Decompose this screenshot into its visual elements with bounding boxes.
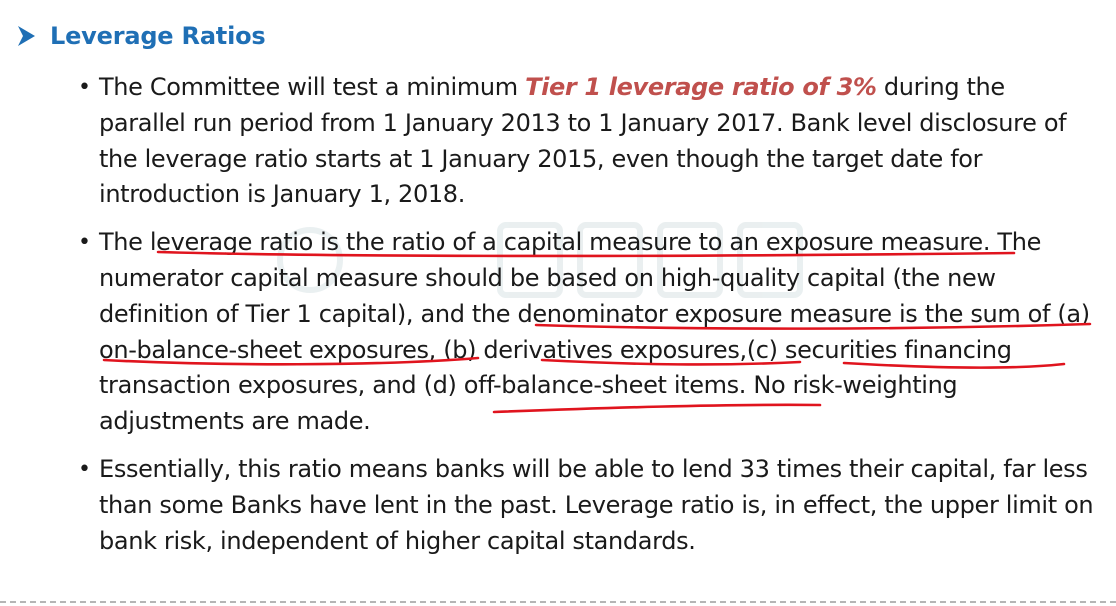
bullet-item-1: [76, 70, 1096, 213]
bullet-3-text: Essentially, this ratio means banks will be able to lend 33 times their capital, far less than some Banks have lent in the past. Leverage ratio is, in effect, the upper limit on bank risk, independent of higher capital standards.: [99, 454, 1094, 555]
heading-title: Leverage Ratios: [50, 22, 266, 50]
bullet-item-2: [76, 225, 1096, 440]
bullet-dot: •: [78, 456, 91, 482]
bullet-1-highlight: Tier 1 leverage ratio of 3%: [525, 73, 877, 101]
bottom-divider: [0, 601, 1116, 603]
bullet-2-text: The leverage ratio is the ratio of a capital measure to an exposure measure. The numerator capital measure should be based on high-quality capital (the new definition of Tier 1 capital), and the denominator exposure measure is the sum of (a) on-balance-sheet exposures, (b) derivatives exposures,(c) securities financing transaction exposures, and (d) off-balance-sheet items. No risk-weighting adjustments are made.: [99, 228, 1090, 436]
bullet-1-text-end: during the parallel run period from 1 January 2013 to 1 January 2017. Bank level disclosure of the leverage ratio starts at 1 January 2015, even though the target date for introduction is January 1, 2018.: [99, 73, 1067, 209]
bullet-1-text-start: The Committee will test a minimum: [99, 73, 526, 101]
bullet-item-3: [76, 452, 1096, 559]
bullet-dot: •: [78, 230, 91, 256]
arrow-right-icon: [16, 25, 36, 47]
section-heading: [16, 22, 266, 50]
bullet-list: [76, 70, 1096, 559]
bullet-dot: •: [78, 75, 91, 100]
